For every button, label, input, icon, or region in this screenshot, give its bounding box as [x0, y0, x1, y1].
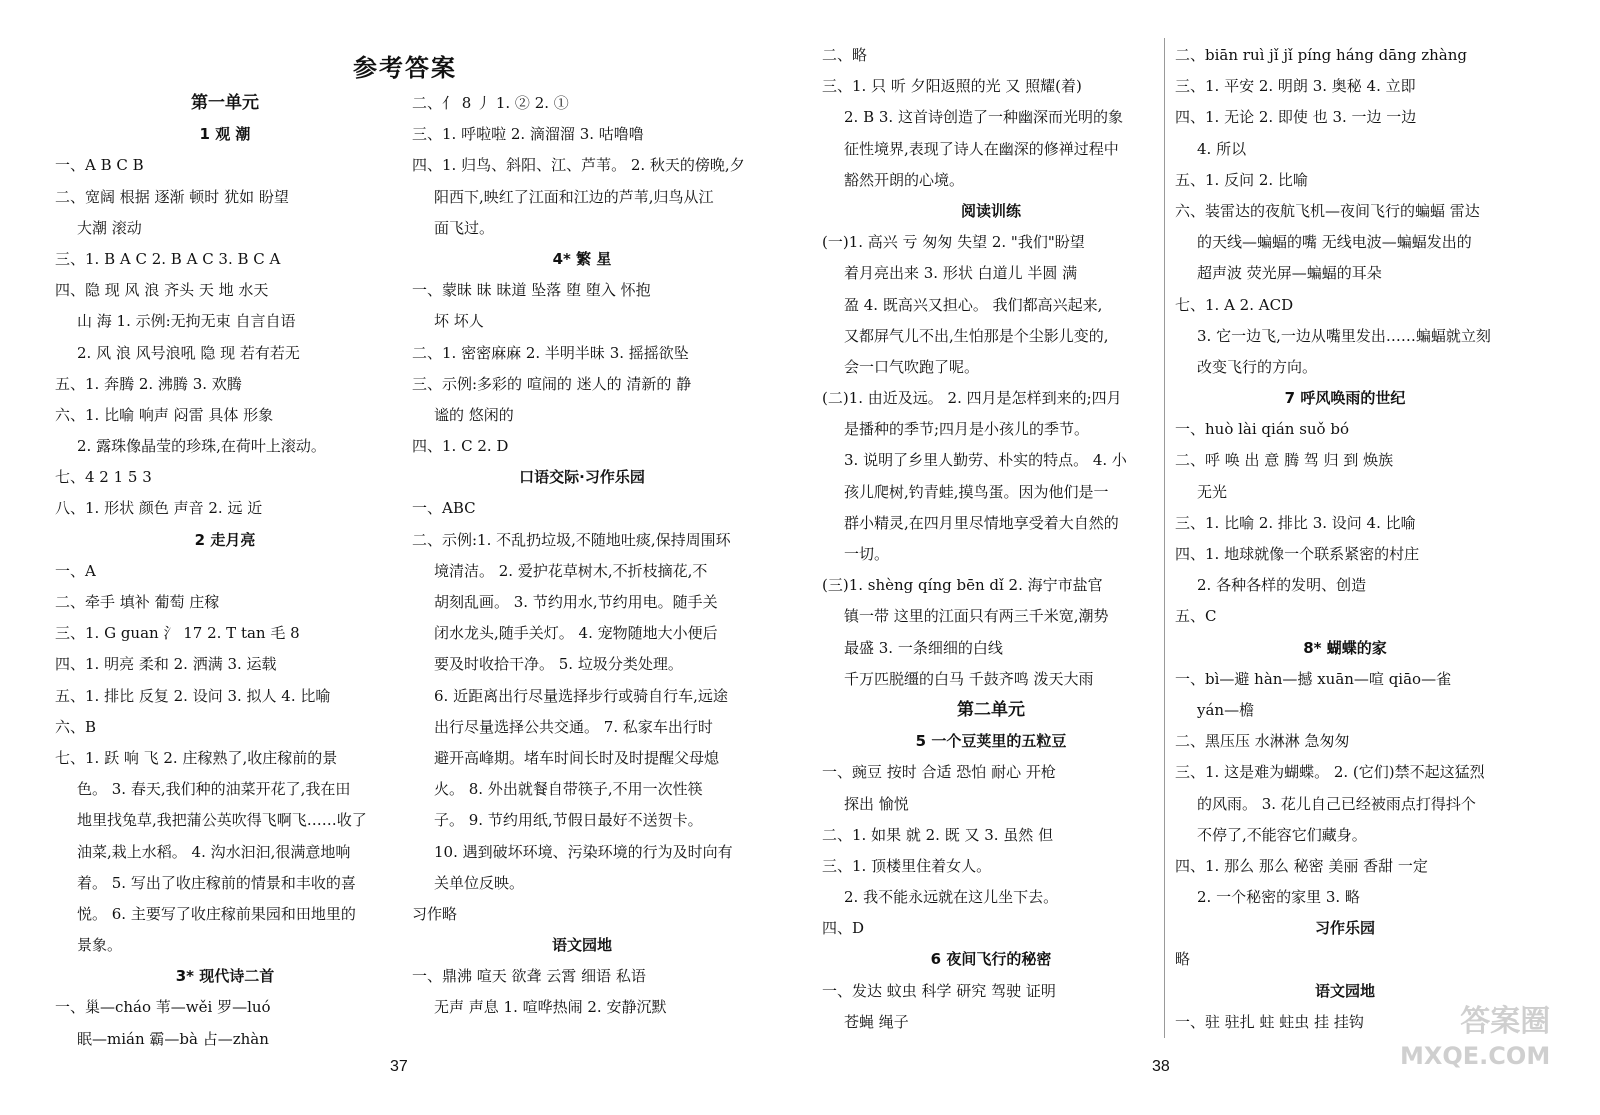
- answer-line: 面飞过。: [434, 218, 495, 237]
- answer-line: (二)1. 由近及远。 2. 四月是怎样到来的;四月: [822, 389, 1122, 408]
- answer-line: 三、1. 呼啦啦 2. 滴溜溜 3. 咕噜噜: [412, 125, 644, 144]
- answer-line: 五、C: [1175, 607, 1217, 626]
- column-divider: [1164, 38, 1165, 1038]
- answer-line: 2. 一个秘密的家里 3. 略: [1197, 888, 1360, 907]
- answer-line: 二、黑压压 水淋淋 急匆匆: [1175, 732, 1350, 751]
- answer-line: 习作略: [412, 904, 458, 923]
- answer-line: yán—檐: [1197, 700, 1255, 719]
- answer-line: 油菜,栽上水稻。 4. 沟水汩汩,很满意地响: [77, 842, 351, 861]
- answer-line: 出行尽量选择公共交通。 7. 私家车出行时: [434, 717, 713, 736]
- answer-column-4: [1175, 40, 1515, 1038]
- answer-line: 一、巢—cháo 苇—wěi 罗—luó: [55, 998, 271, 1017]
- answer-line: 四、1. 那么 那么 秘密 美丽 香甜 一定: [1175, 856, 1428, 875]
- answer-line: 一、A: [55, 561, 96, 580]
- answer-column-1: [55, 88, 395, 1055]
- answer-line: 一、驻 驻扎 蛀 蛀虫 挂 挂钩: [1175, 1012, 1364, 1031]
- answer-line: 境清洁。 2. 爱护花草树木,不折枝摘花,不: [434, 561, 708, 580]
- answer-line: 大潮 滚动: [77, 218, 142, 237]
- answer-line: 一、鼎沸 喧天 欲聋 云霄 细语 私语: [412, 967, 646, 986]
- answer-line: 超声波 荧光屏—蝙蝠的耳朵: [1197, 264, 1382, 283]
- answer-line: 景象。: [77, 936, 123, 955]
- answer-line: 6. 近距离出行尽量选择步行或骑自行车,远途: [434, 686, 728, 705]
- section-heading: 3* 现代诗二首: [175, 967, 275, 986]
- answer-line: 四、D: [822, 919, 865, 938]
- page-title: 参考答案: [353, 53, 457, 82]
- answer-line: 2. 风 浪 风号浪吼 隐 现 若有若无: [77, 343, 300, 362]
- answer-line: 七、1. A 2. ACD: [1175, 295, 1294, 314]
- section-heading: 口语交际·习作乐园: [519, 468, 645, 487]
- answer-line: 略: [1175, 950, 1191, 969]
- answer-line: (一)1. 高兴 亏 匆匆 失望 2. "我们"盼望: [822, 233, 1085, 252]
- answer-line: 征性境界,表现了诗人在幽深的修禅过程中: [844, 139, 1119, 158]
- answer-line: 无光: [1197, 482, 1228, 501]
- answer-line: 子。 9. 节约用纸,节假日最好不送贺卡。: [434, 811, 703, 830]
- answer-line: 闭水龙头,随手关灯。 4. 宠物随地大小便后: [434, 624, 718, 643]
- answer-line: 三、示例:多彩的 喧闹的 迷人的 清新的 静: [412, 374, 692, 393]
- answer-line: 盈 4. 既高兴又担心。 我们都高兴起来,: [844, 295, 1103, 314]
- section-heading: 8* 蝴蝶的家: [1303, 638, 1387, 657]
- answer-line: 二、亻 8 丿 1. ② 2. ①: [412, 94, 569, 112]
- answer-line: 三、1. 这是难为蝴蝶。 2. (它们)禁不起这猛烈: [1175, 763, 1485, 782]
- answer-line: 四、1. 归鸟、斜阳、江、芦苇。 2. 秋天的傍晚,夕: [412, 156, 745, 175]
- section-heading: 语文园地: [551, 936, 612, 955]
- answer-column-2: [412, 88, 752, 1024]
- answer-line: 10. 遇到破坏环境、污染环境的行为及时向有: [434, 842, 733, 861]
- section-heading: 习作乐园: [1314, 919, 1375, 938]
- answer-line: 三、1. G guan 氵 17 2. T tan 毛 8: [55, 624, 300, 643]
- section-heading: 第一单元: [191, 93, 259, 113]
- answer-line: 三、1. 只 听 夕阳返照的光 又 照耀(着): [822, 77, 1082, 96]
- answer-line: 二、略: [822, 46, 868, 64]
- answer-line: 避开高峰期。堵车时间长时及时提醒父母熄: [434, 748, 720, 767]
- section-heading: 2 走月亮: [194, 530, 256, 549]
- answer-line: 二、1. 如果 就 2. 既 又 3. 虽然 但: [822, 825, 1054, 844]
- answer-line: 改变飞行的方向。: [1197, 357, 1318, 376]
- page-number-left: 37: [390, 1058, 408, 1075]
- answer-line: 谧的 悠闲的: [434, 405, 514, 424]
- answer-line: 二、宽阔 根据 逐渐 顿时 犹如 盼望: [55, 187, 289, 206]
- answer-line: 无声 声息 1. 喧哗热闹 2. 安静沉默: [434, 998, 667, 1017]
- answer-line: 一、发达 蚊虫 科学 研究 驾驶 证明: [822, 981, 1056, 1000]
- answer-line: 一、ABC: [412, 499, 476, 518]
- answer-line: 4. 所以: [1197, 139, 1247, 158]
- answer-line: 一、bì—避 hàn—撼 xuān—喧 qiāo—雀: [1175, 669, 1452, 688]
- answer-line: 关单位反映。: [434, 873, 525, 892]
- answer-line: 一、huò lài qián suǒ bó: [1175, 420, 1349, 439]
- answer-line: 四、1. 明亮 柔和 2. 洒满 3. 运载: [55, 655, 277, 674]
- answer-line: 火。 8. 外出就餐自带筷子,不用一次性筷: [434, 780, 703, 799]
- answer-line: 二、牵手 填补 葡萄 庄稼: [55, 593, 220, 611]
- answer-line: 五、1. 反问 2. 比喻: [1175, 170, 1308, 189]
- answer-line: 七、4 2 1 5 3: [55, 468, 152, 487]
- answer-line: 色。 3. 春天,我们种的油菜开花了,我在田: [77, 780, 351, 799]
- section-heading: 7 呼风唤雨的世纪: [1284, 389, 1406, 408]
- section-heading: 第二单元: [957, 699, 1025, 720]
- section-heading: 4* 繁 星: [552, 249, 612, 268]
- answer-line: 二、呼 唤 出 意 腾 驾 归 到 焕族: [1175, 451, 1394, 470]
- answer-line: 2. 我不能永远就在这儿坐下去。: [844, 888, 1059, 907]
- answer-line: 三、1. 比喻 2. 排比 3. 设问 4. 比喻: [1175, 513, 1416, 532]
- answer-line: 会一口气吹跑了呢。: [844, 357, 980, 376]
- answer-line: 一、蒙昧 昧 昧道 坠落 堕 堕入 怀抱: [412, 281, 651, 300]
- answer-line: 群小精灵,在四月里尽情地享受着大自然的: [844, 513, 1119, 532]
- answer-line: 是播种的季节;四月是小孩儿的季节。: [844, 420, 1090, 439]
- answer-line: 五、1. 奔腾 2. 沸腾 3. 欢腾: [55, 374, 242, 393]
- answer-line: 三、1. 平安 2. 明朗 3. 奥秘 4. 立即: [1175, 77, 1416, 96]
- answer-line: 最盛 3. 一条细细的白线: [844, 638, 1003, 657]
- answer-line: 二、示例:1. 不乱扔垃圾,不随地吐痰,保持周围环: [412, 530, 731, 549]
- answer-line: 六、B: [55, 717, 97, 736]
- answer-line: 2. B 3. 这首诗创造了一种幽深而光明的象: [844, 108, 1123, 127]
- answer-line: 苍蝇 绳子: [844, 1012, 909, 1031]
- section-heading: 6 夜间飞行的秘密: [930, 950, 1052, 969]
- answer-line: 2. 露珠像晶莹的珍珠,在荷叶上滚动。: [77, 437, 326, 456]
- answer-line: 一、豌豆 按时 合适 恐怕 耐心 开枪: [822, 763, 1056, 782]
- section-heading: 5 一个豆荚里的五粒豆: [915, 732, 1067, 751]
- section-heading: 阅读训练: [960, 201, 1021, 220]
- answer-line: (三)1. shèng qíng bēn dǐ 2. 海宁市盐官: [822, 576, 1103, 595]
- answer-line: 豁然开朗的心境。: [844, 170, 965, 189]
- answer-line: 眠—mián 霸—bà 占—zhàn: [77, 1029, 269, 1048]
- answer-column-3: [822, 40, 1160, 1038]
- answer-line: 一切。: [844, 545, 890, 563]
- answer-line: 2. 各种各样的发明、创造: [1197, 576, 1367, 595]
- watermark: [1400, 1005, 1550, 1073]
- answer-line: 千万匹脱缰的白马 千鼓齐鸣 泼天大雨: [844, 669, 1094, 688]
- answer-line: 坏 坏人: [434, 312, 484, 331]
- answer-line: 3. 说明了乡里人勤劳、朴实的特点。 4. 小: [844, 451, 1127, 470]
- answer-line: 阳西下,映红了江面和江边的芦苇,归鸟从江: [434, 187, 714, 206]
- answer-line: 镇一带 这里的江面只有两三千米宽,潮势: [844, 607, 1109, 626]
- answer-line: 四、1. 地球就像一个联系紧密的村庄: [1175, 545, 1420, 563]
- answer-line: 着月亮出来 3. 形状 白道儿 半圆 满: [844, 264, 1078, 283]
- answer-line: 三、1. 顶楼里住着女人。: [822, 856, 992, 875]
- answer-line: 悦。 6. 主要写了收庄稼前果园和田地里的: [77, 904, 356, 923]
- answer-line: 胡刻乱画。 3. 节约用水,节约用电。随手关: [434, 593, 718, 611]
- answer-line: 三、1. B A C 2. B A C 3. B C A: [55, 249, 281, 268]
- watermark-logo-text: 答案圈: [1460, 1004, 1551, 1039]
- answer-line: 四、1. 无论 2. 即使 也 3. 一边 一边: [1175, 108, 1417, 127]
- answer-line: 要及时收拾干净。 5. 垃圾分类处理。: [434, 655, 683, 674]
- answer-line: 五、1. 排比 反复 2. 设问 3. 拟人 4. 比喻: [55, 686, 331, 705]
- answer-line: 六、装雷达的夜航飞机—夜间飞行的蝙蝠 雷达: [1175, 201, 1480, 220]
- answer-line: 四、隐 现 风 浪 齐头 天 地 水天: [55, 281, 269, 300]
- answer-line: 的风雨。 3. 花儿自己已经被雨点打得抖个: [1197, 794, 1476, 813]
- answer-line: 孩儿爬树,钓青蛙,摸鸟蛋。因为他们是一: [844, 482, 1109, 501]
- answer-line: 四、1. C 2. D: [412, 437, 509, 456]
- answer-line: 着。 5. 写出了收庄稼前的情景和丰收的喜: [77, 873, 356, 892]
- answer-line: 地里找兔草,我把蒲公英吹得飞啊飞……收了: [77, 811, 367, 830]
- page-number-right: 38: [1152, 1058, 1170, 1075]
- answer-line: 一、A B C B: [55, 156, 144, 175]
- answer-line: 的天线—蝙蝠的嘴 无线电波—蝙蝠发出的: [1197, 233, 1472, 252]
- watermark-url: MXQE.COM: [1400, 1042, 1551, 1070]
- answer-line: 六、1. 比喻 响声 闷雷 具体 形象: [55, 405, 274, 424]
- answer-line: 七、1. 跃 响 飞 2. 庄稼熟了,收庄稼前的景: [55, 748, 338, 767]
- answer-line: 八、1. 形状 颜色 声音 2. 远 近: [55, 499, 263, 518]
- answer-line: 又都屏气儿不出,生怕那是个尘影儿变的,: [844, 326, 1109, 345]
- answer-line: 3. 它一边飞,一边从嘴里发出……蝙蝠就立刻: [1197, 326, 1491, 345]
- answer-line: 探出 愉悦: [844, 794, 909, 813]
- answer-line: 二、biān ruì jǐ jǐ píng háng dāng zhàng: [1175, 46, 1468, 64]
- answer-line: 不停了,不能容它们藏身。: [1197, 825, 1367, 844]
- section-heading: 语文园地: [1314, 981, 1375, 1000]
- answer-line: 山 海 1. 示例:无拘无束 自言自语: [77, 312, 296, 331]
- answer-line: 二、1. 密密麻麻 2. 半明半昧 3. 摇摇欲坠: [412, 343, 689, 362]
- section-heading: 1 观 潮: [199, 125, 251, 144]
